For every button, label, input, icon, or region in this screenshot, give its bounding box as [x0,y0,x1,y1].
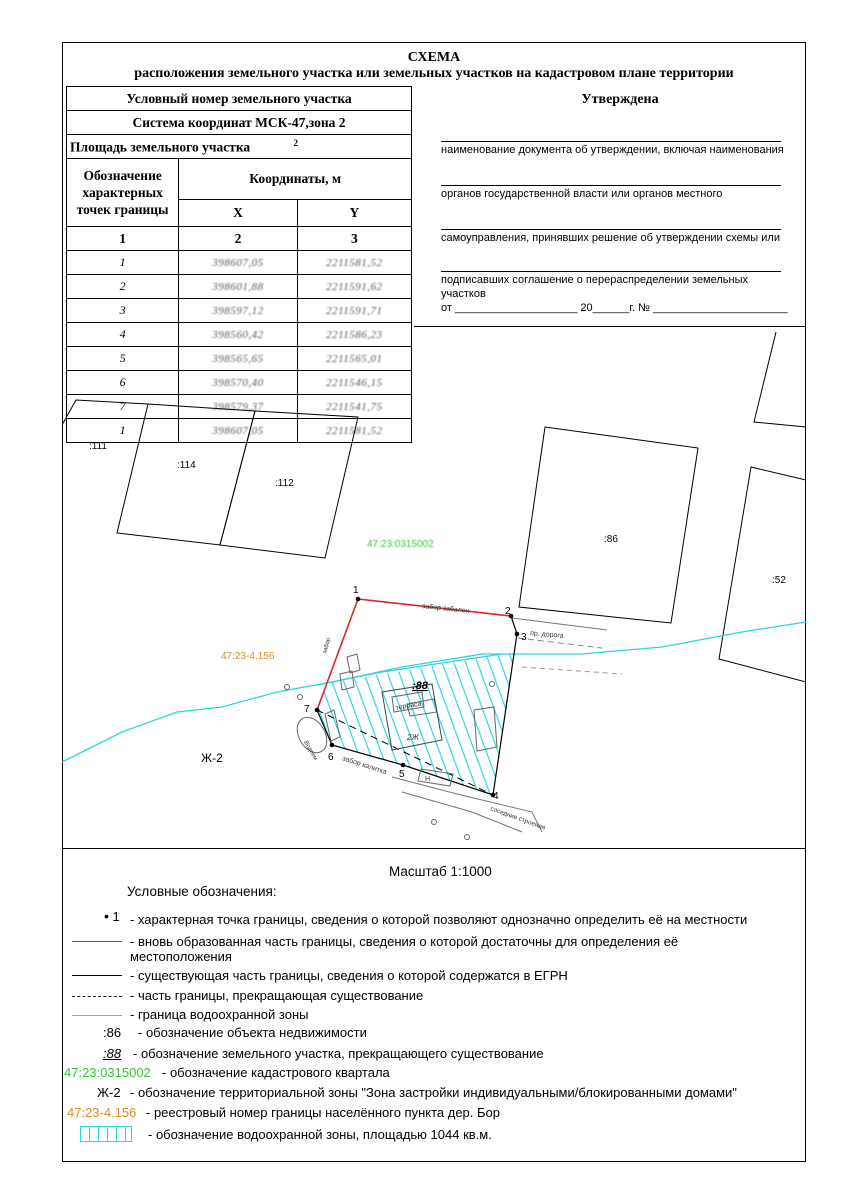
legend-zone-desc: - обозначение территориальной зоны "Зона застройки индивидуальными/блокированными домами" [130,1085,737,1100]
label-fence-bottom: забор калитка [341,755,388,777]
area-label: Площадь земельного участка [70,139,251,155]
table-row-y: 2211586,23 [297,323,411,347]
table-row-point: 1 [67,419,179,443]
label-111: :111 [89,441,107,452]
parcel-boundary [62,400,148,425]
legend-end-sample: :88 [103,1046,122,1061]
table-row-y: 2211565,01 [297,347,411,371]
table-row-y: 2211581,52 [297,419,411,443]
label-112: :112 [275,478,294,489]
label-quarter: 47:23:0315002 [367,539,434,550]
label-88: :88 [412,680,428,692]
point-label-1: 1 [353,585,359,596]
legend-dash-desc: - часть границы, прекращающая существование [130,988,424,1003]
point-label-4: 4 [493,791,499,802]
approval-caption: органов государственной власти или органов местного [441,188,723,200]
table-row-y: 2211581,52 [297,251,411,275]
legend-obj-desc: - обозначение объекта недвижимости [138,1025,367,1040]
table-row-y: 2211591,71 [297,299,411,323]
parcel-52 [719,467,806,682]
table-row-x: 398565,65 [179,347,297,371]
point-label-5: 5 [399,769,405,780]
title-line1: СХЕМА [407,50,461,65]
point-label-3: 3 [521,632,527,643]
approval-caption: подписавших соглашение о перераспределении земельных [441,274,749,286]
legend-black-desc: - существующая часть границы, сведения о которой содержатся в ЕГРН [130,968,568,983]
table-row-x: 398560,42 [179,323,297,347]
approval-caption: участков [441,288,486,300]
label-shed: Н [425,776,431,783]
idx-2: 2 [179,227,297,251]
legend-point-sample: • 1 [104,908,120,924]
col-points-header: Обозначение характерных точек границы [67,159,179,227]
legend-point-number: 1 [112,909,120,924]
label-neighbor: соседние строения [489,805,547,832]
label-114: :114 [177,460,196,471]
table-row-x: 398570,40 [179,371,297,395]
parcel-86 [519,427,698,623]
legend-settle-sample: 47:23-4.156 [67,1105,137,1120]
boundary-point-1 [356,597,361,602]
legend-end-desc: - обозначение земельного участка, прекращающего существование [133,1046,544,1061]
parcel-114 [117,404,255,545]
label-road: пр. дорога [529,630,564,640]
tree-symbol [298,695,303,700]
legend-zone-sample: Ж-2 [97,1085,121,1100]
table-row-point: 4 [67,323,179,347]
table-row-x: 398597,12 [179,299,297,323]
table-row-y: 2211541,75 [297,395,411,419]
legend-heading: Условные обозначения: [127,884,277,899]
point-label-6: 6 [328,752,334,763]
cell-parcel-number: Условный номер земельного участка [67,87,412,111]
idx-1: 1 [67,227,179,251]
col-y-header: Y [297,200,411,227]
table-row-point: 5 [67,347,179,371]
legend-settle-desc: - реестровый номер границы населённого пункта дер. Бор [146,1105,501,1120]
col-x-header: X [179,200,297,227]
approval-caption: наименование документа об утверждении, включая наименования [441,144,784,156]
table-row-y: 2211591,62 [297,275,411,299]
area-unit: 2 [293,137,299,148]
label-52: :52 [772,575,786,586]
table-row-point: 3 [67,299,179,323]
legend-black-line [72,975,122,976]
table-row-point: 1 [67,251,179,275]
cell-coord-system: Система координат МСК-47,зона 2 [67,111,412,135]
table-row-y: 2211546,15 [297,371,411,395]
label-side: забор [322,637,333,655]
approval-caption: самоуправления, принявших решение об утверждении схемы или [441,232,780,244]
table-row-point: 7 [67,395,179,419]
legend-point-desc: - характерная точка границы, сведения о которой позволяют однозначно определить её на местности [130,912,748,927]
title-line2: расположения земельного участка или земельных участков на кадастровом плане территории [134,66,734,81]
table-row-x: 398601,88 [179,275,297,299]
legend-obj-sample: :86 [103,1025,122,1040]
road-edge [512,618,607,630]
boundary-point-6 [330,743,335,748]
parcel-boundary [754,332,806,427]
road-edge [522,667,622,674]
legend-hatch-desc: - обозначение водоохранной зоны, площадью 1044 кв.м. [148,1127,492,1142]
scale-label: Масштаб 1:1000 [389,864,492,879]
label-86: :86 [604,534,618,545]
legend-hatch-sample [80,1126,132,1142]
idx-3: 3 [297,227,411,251]
legend-quarter-desc: - обозначение кадастрового квартала [162,1065,390,1080]
boundary-point-3 [515,632,520,637]
tree-symbol [432,820,437,825]
water-zone-hatch [317,652,517,795]
boundary-point-7 [315,708,320,713]
table-row-point: 6 [67,371,179,395]
table-row-x: 398607,05 [179,251,297,275]
approval-date-line: от ____________________ 20______г. № ______________________ [441,302,788,314]
point-label-2: 2 [505,606,511,617]
legend-quarter-sample: 47:23:0315002 [64,1065,151,1080]
legend-red-desc: - вновь образованная часть границы, сведения о которой достаточны для определения её местоположения [130,934,679,964]
col-coords-header: Координаты, м [179,159,412,200]
boundary-point-5 [401,763,406,768]
tree-symbol [285,685,290,690]
label-building: террасa [395,700,423,712]
label-floors: 2Ж [407,733,419,742]
legend-cyan-line [72,1015,122,1016]
legend-dash-line [72,996,122,997]
legend-cyan-desc: - граница водоохранной зоны [130,1007,309,1022]
label-ditch: Водоем [302,740,319,762]
legend-divider [62,848,806,849]
cadastral-map [62,42,806,848]
label-fence-top: забор забален [421,603,470,615]
point-label-7: 7 [304,704,310,715]
approval-heading: Утверждена [581,92,659,107]
building-outline [347,654,360,673]
legend-red-line [72,941,122,942]
tree-symbol [465,835,470,840]
table-row-point: 2 [67,275,179,299]
label-zone: Ж-2 [201,751,223,765]
label-settlement: 47:23-4.156 [221,651,275,662]
table-row-x: 398607,05 [179,419,297,443]
table-row-x: 398579,37 [179,395,297,419]
